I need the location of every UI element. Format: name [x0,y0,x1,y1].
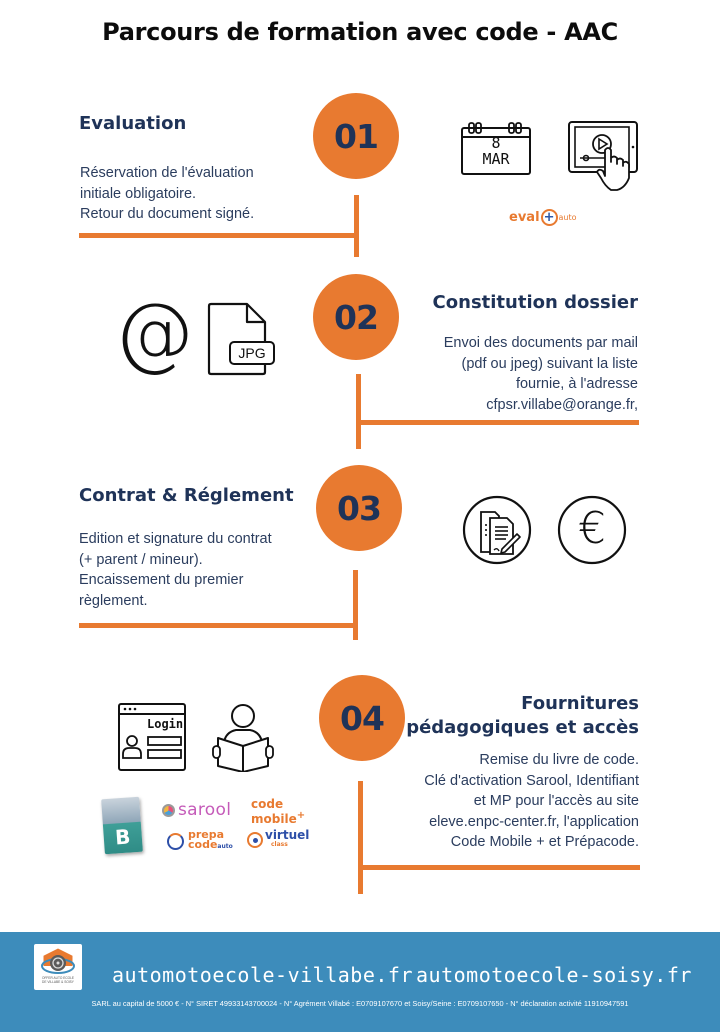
logo-text: eval [509,209,540,225]
description-line: (pdf ou jpeg) suivant la liste [461,355,638,372]
logo-subtext: class [271,841,288,848]
plus-icon: + [296,810,306,821]
login-label: Login [147,717,184,731]
step-heading: Contrat & Réglement [79,485,294,506]
badge-text [34,976,82,984]
heading-line: Fournitures [521,693,639,714]
page-title: Parcours de formation avec code - AAC [102,18,618,46]
logo-subtext: auto [558,212,577,222]
description-line: eleve.enpc-center.fr, l'application [429,813,639,830]
timeline-horizontal [79,233,359,238]
logo-text: sarool [178,800,232,820]
sarool-icon [162,804,175,817]
description-line: fournie, à l'adresse [515,376,638,392]
euro-icon [556,494,628,566]
logo-text: virtuel [265,828,310,842]
logo-subtext: auto [217,843,233,850]
driving-school-logo [34,944,82,990]
description-line: règlement. [79,592,148,609]
calendar-icon [459,120,533,176]
description-line: initiale obligatoire. [80,185,197,202]
website-link-soisy[interactable]: automotoecole-soisy.fr [416,963,692,987]
description-line: Edition et signature du contrat [79,531,272,547]
timeline-vertical [358,781,363,894]
file-type-label: JPG [238,345,266,361]
calendar-day: 8 [491,134,501,152]
timeline-vertical [353,570,358,640]
step-heading: Evaluation [79,113,187,134]
description-line: Encaissement du premier [79,572,244,588]
description-line: (+ parent / mineur). [79,551,203,568]
code-mobile-logo [251,799,305,825]
description-line: Remise du livre de code. [479,752,639,768]
steering-wheel-icon [167,833,184,850]
description-line: Clé d'activation Sarool, Identifiant [424,772,639,789]
description-line: Code Mobile + et Prépacode. [450,834,639,850]
description-line: Envoi des documents par mail [443,335,638,351]
badge-line: OFFER AUTO ECOLE [42,976,74,980]
tablet-touch-video-icon [567,120,639,192]
timeline-horizontal [358,865,640,870]
logo-text: prepa [188,828,225,841]
step-number-badge: 03 [316,465,402,551]
description-line: cfpsr.villabe@orange.fr, [486,396,638,413]
virtuel-icon [247,832,263,848]
badge-line: DE VILLABE & SOISY [42,980,74,984]
code-book-image [101,797,143,855]
step-description [424,750,639,853]
login-window-icon [117,702,187,772]
plus-icon: + [541,209,558,226]
timeline-vertical [354,195,359,257]
eval-auto-logo [509,206,577,228]
description-line: Réservation de l'évaluation [80,165,254,181]
sarool-logo [162,800,231,820]
at-sign-icon: @ [114,286,194,379]
timeline-horizontal [79,623,357,628]
logo-text: code [188,838,218,851]
step-heading: Constitution dossier [432,292,638,313]
logo-text: code [251,797,284,811]
description-line: Retour du document signé. [80,206,255,222]
legal-notice: SARL au capital de 5000 € - N° SIRET 49933143700024 - N° Agrément Villabé : E0709107670 et Soisy/Seine : E0709107650 - N° déclaration activité 11910947591 [91,999,629,1008]
calendar-month: MAR [482,150,510,168]
website-link-villabe[interactable]: automotoecole-villabe.fr [112,963,413,987]
footer [0,932,720,1032]
step-number-badge: 02 [313,274,399,360]
timeline-horizontal [356,420,639,425]
step-number-badge: 04 [319,675,405,761]
reader-icon [210,702,276,772]
logo-text: mobile [251,812,297,826]
description-line: et MP pour l'accès au site [473,793,639,809]
step-number-badge: 01 [313,93,399,179]
heading-line: pédagogiques et accès [406,717,639,739]
euro-symbol: € [578,503,606,554]
prepa-code-logo [167,830,233,852]
step-heading [406,692,639,741]
timeline-vertical [356,374,361,449]
step-description [80,163,254,225]
jpg-file-icon [205,302,277,376]
step-description [79,529,272,611]
virtuel-class-logo [247,830,309,850]
contract-sign-icon [461,494,533,566]
book-letter: B [114,824,132,850]
step-description [444,333,638,415]
